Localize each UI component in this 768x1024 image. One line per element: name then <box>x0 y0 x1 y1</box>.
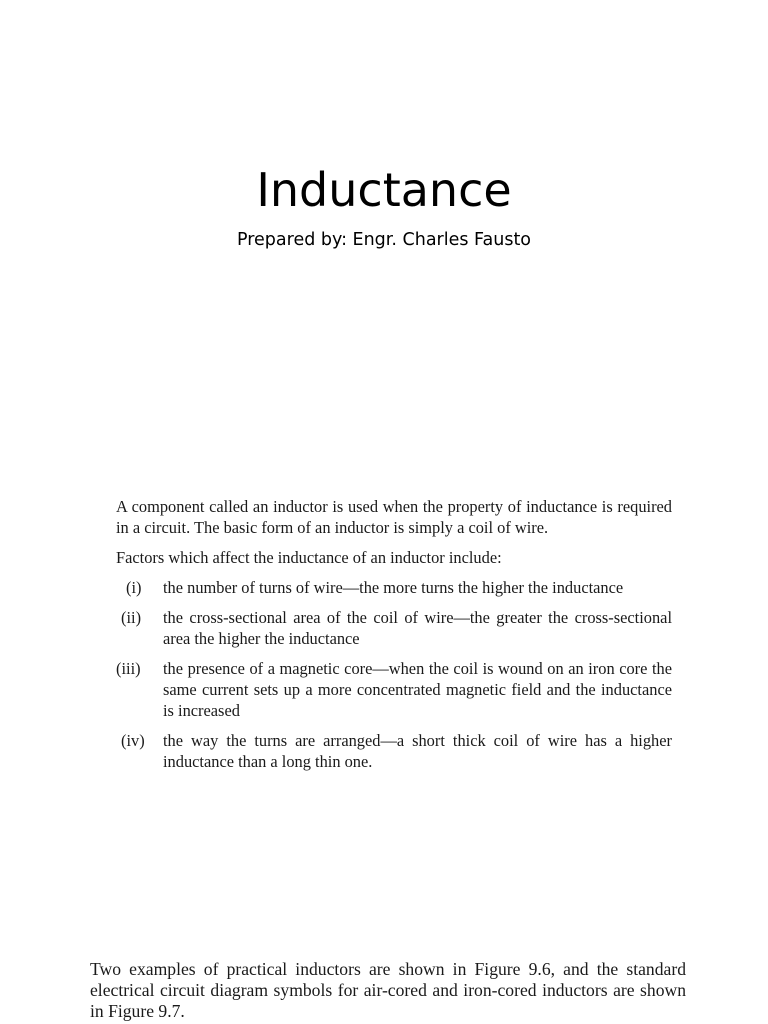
factors-list <box>116 577 672 772</box>
list-item <box>116 607 672 649</box>
list-item-number: (i) <box>126 578 142 597</box>
list-item <box>116 577 672 598</box>
intro-paragraph: A component called an inductor is used when the property of inductance is required in a circuit. The basic form of an inductor is simply a coil of wire. <box>116 497 672 537</box>
examples-paragraph: Two examples of practical inductors are shown in Figure 9.6, and the standard electrical circuit diagram symbols for air-cored and iron-cored inductors are shown in Figure 9.7. <box>90 959 686 1021</box>
page-title: Inductance <box>256 163 512 217</box>
list-item-number: (ii) <box>121 608 142 627</box>
list-item-text: the cross-sectional area of the coil of wire—the greater the cross-sectional area the higher the inductance <box>163 608 672 648</box>
list-item-text: the number of turns of wire—the more turns the higher the inductance <box>163 578 624 597</box>
list-item-text: the presence of a magnetic core—when the coil is wound on an iron core the same current sets up a more concentrated magnetic field and the inductance is increased <box>163 659 672 720</box>
list-item-number: (iv) <box>121 731 145 750</box>
list-item <box>116 658 672 721</box>
text-excerpt-figures <box>90 959 686 1022</box>
text-excerpt-inductor-factors <box>116 496 672 781</box>
list-item <box>116 730 672 772</box>
list-item-text: the way the turns are arranged—a short thick coil of wire has a higher inductance than a long thin one. <box>163 731 672 771</box>
factors-heading: Factors which affect the inductance of an inductor include: <box>116 548 502 567</box>
author-line: Prepared by: Engr. Charles Fausto <box>236 230 532 250</box>
list-item-number: (iii) <box>116 659 141 678</box>
